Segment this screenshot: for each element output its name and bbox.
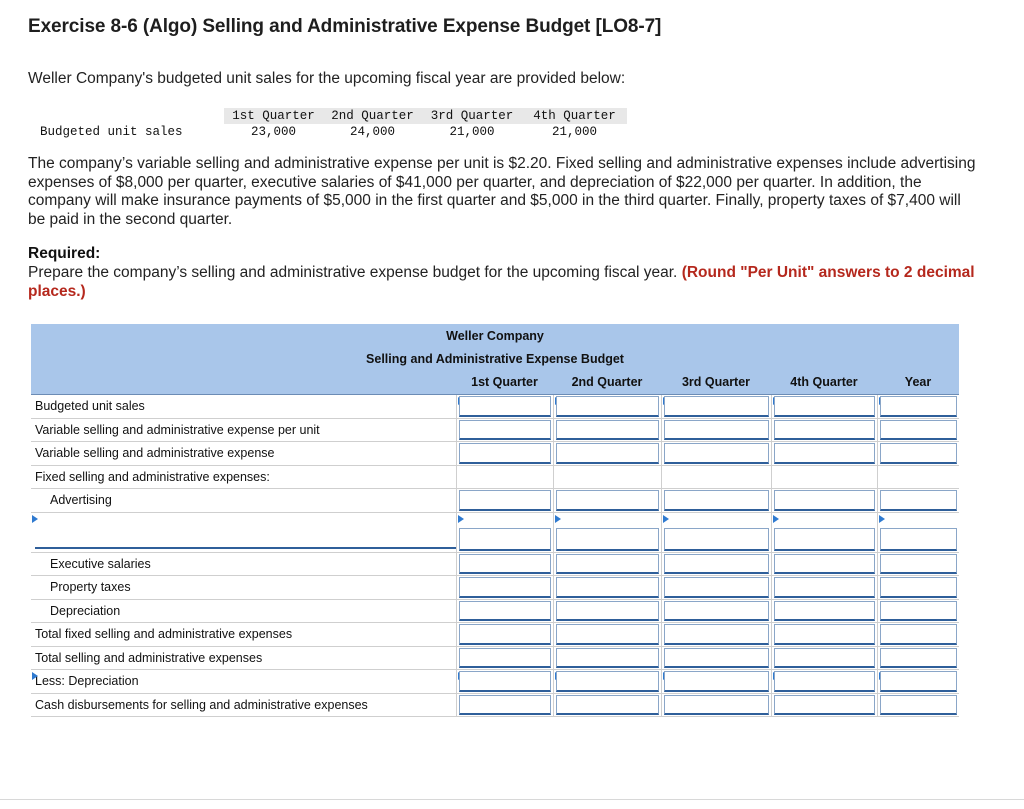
input-property-taxes-year[interactable] bbox=[880, 577, 958, 598]
budget-row bbox=[31, 552, 959, 576]
required-heading: Required: bbox=[28, 245, 101, 262]
input-less-depreciation-q3[interactable] bbox=[664, 671, 769, 692]
input-total-sa-q1[interactable] bbox=[459, 648, 551, 669]
input-advertising-q3[interactable] bbox=[664, 490, 769, 511]
input-property-taxes-q2[interactable] bbox=[556, 577, 659, 598]
given-header-q1: 1st Quarter bbox=[224, 108, 323, 124]
input-marker-icon bbox=[458, 515, 464, 523]
column-header-year: Year bbox=[877, 370, 959, 395]
input-unit-sales-q2[interactable] bbox=[556, 396, 659, 417]
row-label-variable-per-unit: Variable selling and administrative expense per unit bbox=[31, 418, 456, 442]
input-total-sa-q2[interactable] bbox=[556, 648, 659, 669]
input-salaries-q2[interactable] bbox=[556, 554, 659, 575]
given-header-q4: 4th Quarter bbox=[522, 108, 627, 124]
budget-row bbox=[31, 646, 959, 670]
input-salaries-q3[interactable] bbox=[664, 554, 769, 575]
input-variable-per-unit-q2[interactable] bbox=[556, 420, 659, 441]
column-header-q1: 1st Quarter bbox=[456, 370, 553, 395]
input-variable-expense-year[interactable] bbox=[880, 443, 958, 464]
given-header-q3: 3rd Quarter bbox=[422, 108, 522, 124]
input-advertising-q1[interactable] bbox=[459, 490, 551, 511]
row-label-property-taxes: Property taxes bbox=[31, 576, 456, 600]
input-salaries-year[interactable] bbox=[880, 554, 958, 575]
input-total-fixed-q4[interactable] bbox=[774, 624, 875, 645]
input-property-taxes-q3[interactable] bbox=[664, 577, 769, 598]
input-less-depreciation-q2[interactable] bbox=[556, 671, 659, 692]
input-blank-row-q1[interactable] bbox=[459, 528, 551, 551]
input-depreciation-q3[interactable] bbox=[664, 601, 769, 622]
given-value-q2: 24,000 bbox=[349, 125, 395, 139]
dropdown-marker-icon bbox=[32, 672, 38, 680]
row-label-less-depreciation: Less: Depreciation bbox=[31, 670, 456, 694]
budget-row bbox=[31, 442, 959, 466]
input-total-sa-q3[interactable] bbox=[664, 648, 769, 669]
row-label-total-fixed: Total fixed selling and administrative expenses bbox=[31, 623, 456, 647]
input-variable-per-unit-q4[interactable] bbox=[774, 420, 875, 441]
budget-row bbox=[31, 599, 959, 623]
budget-row bbox=[31, 623, 959, 647]
input-variable-expense-q4[interactable] bbox=[774, 443, 875, 464]
input-property-taxes-q4[interactable] bbox=[774, 577, 875, 598]
required-instructions bbox=[28, 264, 978, 301]
input-depreciation-q4[interactable] bbox=[774, 601, 875, 622]
input-marker-icon bbox=[773, 515, 779, 523]
input-depreciation-year[interactable] bbox=[880, 601, 958, 622]
input-total-fixed-q2[interactable] bbox=[556, 624, 659, 645]
given-header-q2: 2nd Quarter bbox=[323, 108, 422, 124]
input-depreciation-q2[interactable] bbox=[556, 601, 659, 622]
input-total-fixed-q3[interactable] bbox=[664, 624, 769, 645]
input-unit-sales-q3[interactable] bbox=[664, 396, 769, 417]
input-marker-icon bbox=[879, 515, 885, 523]
row-label-depreciation: Depreciation bbox=[31, 599, 456, 623]
budget-row bbox=[31, 512, 959, 552]
given-row-label: Budgeted unit sales bbox=[40, 125, 183, 139]
input-total-sa-year[interactable] bbox=[880, 648, 958, 669]
column-header-q4: 4th Quarter bbox=[771, 370, 877, 395]
row-label-executive-salaries: Executive salaries bbox=[31, 552, 456, 576]
row-label-advertising: Advertising bbox=[31, 489, 456, 513]
rounding-note: (Round "Per Unit" answers to 2 decimal places.) bbox=[28, 264, 975, 300]
budget-row bbox=[31, 465, 959, 489]
row-label-input[interactable] bbox=[35, 529, 456, 549]
budget-row bbox=[31, 418, 959, 442]
budget-row bbox=[31, 693, 959, 717]
input-variable-expense-q2[interactable] bbox=[556, 443, 659, 464]
column-header-q3: 3rd Quarter bbox=[661, 370, 771, 395]
input-variable-per-unit-q3[interactable] bbox=[664, 420, 769, 441]
given-value-q1: 23,000 bbox=[250, 125, 296, 139]
input-advertising-year[interactable] bbox=[880, 490, 958, 511]
row-label-select bbox=[31, 512, 456, 552]
input-unit-sales-year[interactable] bbox=[880, 396, 958, 417]
row-label-fixed-heading: Fixed selling and administrative expenses: bbox=[31, 465, 456, 489]
intro-text: Weller Company's budgeted unit sales for the upcoming fiscal year are provided below: bbox=[28, 70, 626, 87]
row-label-total-sa: Total selling and administrative expenses bbox=[31, 646, 456, 670]
row-label-budgeted-unit-sales: Budgeted unit sales bbox=[31, 395, 456, 419]
input-less-depreciation-q4[interactable] bbox=[774, 671, 875, 692]
input-advertising-q2[interactable] bbox=[556, 490, 659, 511]
input-advertising-q4[interactable] bbox=[774, 490, 875, 511]
row-label-variable-expense: Variable selling and administrative expense bbox=[31, 442, 456, 466]
input-property-taxes-q1[interactable] bbox=[459, 577, 551, 598]
input-unit-sales-q1[interactable] bbox=[459, 396, 551, 417]
row-label-cash-disbursements: Cash disbursements for selling and administrative expenses bbox=[31, 693, 456, 717]
input-cash-disb-q1[interactable] bbox=[459, 695, 551, 716]
required-text: Prepare the company’s selling and administrative expense budget for the upcoming fiscal year. bbox=[28, 264, 678, 281]
input-blank-row-q3[interactable] bbox=[664, 528, 769, 551]
budget-company-name: Weller Company bbox=[31, 324, 959, 347]
budget-row bbox=[31, 576, 959, 600]
column-header-q2: 2nd Quarter bbox=[553, 370, 661, 395]
input-variable-expense-q3[interactable] bbox=[664, 443, 769, 464]
input-unit-sales-q4[interactable] bbox=[774, 396, 875, 417]
input-salaries-q1[interactable] bbox=[459, 554, 551, 575]
input-cash-disb-year[interactable] bbox=[880, 695, 958, 716]
input-total-fixed-q1[interactable] bbox=[459, 624, 551, 645]
input-total-sa-q4[interactable] bbox=[774, 648, 875, 669]
given-value-q3: 21,000 bbox=[449, 125, 495, 139]
dropdown-marker-icon bbox=[32, 515, 38, 523]
input-less-depreciation-year[interactable] bbox=[880, 671, 958, 692]
budget-row bbox=[31, 670, 959, 694]
input-cash-disb-q4[interactable] bbox=[774, 695, 875, 716]
input-blank-row-q2[interactable] bbox=[556, 528, 659, 551]
page-title: Exercise 8-6 (Algo) Selling and Administrative Expense Budget [LO8-7] bbox=[28, 16, 662, 37]
problem-paragraph: The company’s variable selling and administrative expense per unit is $2.20. Fixed selling and administrative expenses include advertising expenses of $8,000 per quarter, executive salaries of $41,000 per quarter, and depreciation of $22,000 per quarter. In addition, the company will make insurance payments of $5,000 in the first quarter and $5,000 in the third quarter. Finally, property taxes of $7,400 will be paid in the second quarter. bbox=[28, 155, 976, 228]
input-total-fixed-year[interactable] bbox=[880, 624, 958, 645]
budget-worksheet bbox=[31, 324, 959, 717]
input-cash-disb-q3[interactable] bbox=[664, 695, 769, 716]
budget-row bbox=[31, 395, 959, 419]
input-variable-per-unit-year[interactable] bbox=[880, 420, 958, 441]
input-blank-row-year[interactable] bbox=[880, 528, 958, 551]
input-salaries-q4[interactable] bbox=[774, 554, 875, 575]
budget-title: Selling and Administrative Expense Budget bbox=[31, 347, 959, 370]
input-marker-icon bbox=[555, 515, 561, 523]
given-value-q4: 21,000 bbox=[551, 125, 597, 139]
input-less-depreciation-q1[interactable] bbox=[459, 671, 551, 692]
input-variable-expense-q1[interactable] bbox=[459, 443, 551, 464]
input-blank-row-q4[interactable] bbox=[774, 528, 875, 551]
input-cash-disb-q2[interactable] bbox=[556, 695, 659, 716]
footer-divider bbox=[0, 799, 1024, 800]
input-marker-icon bbox=[663, 515, 669, 523]
input-variable-per-unit-q1[interactable] bbox=[459, 420, 551, 441]
budget-row bbox=[31, 489, 959, 513]
input-depreciation-q1[interactable] bbox=[459, 601, 551, 622]
given-unit-sales-table bbox=[40, 108, 627, 140]
